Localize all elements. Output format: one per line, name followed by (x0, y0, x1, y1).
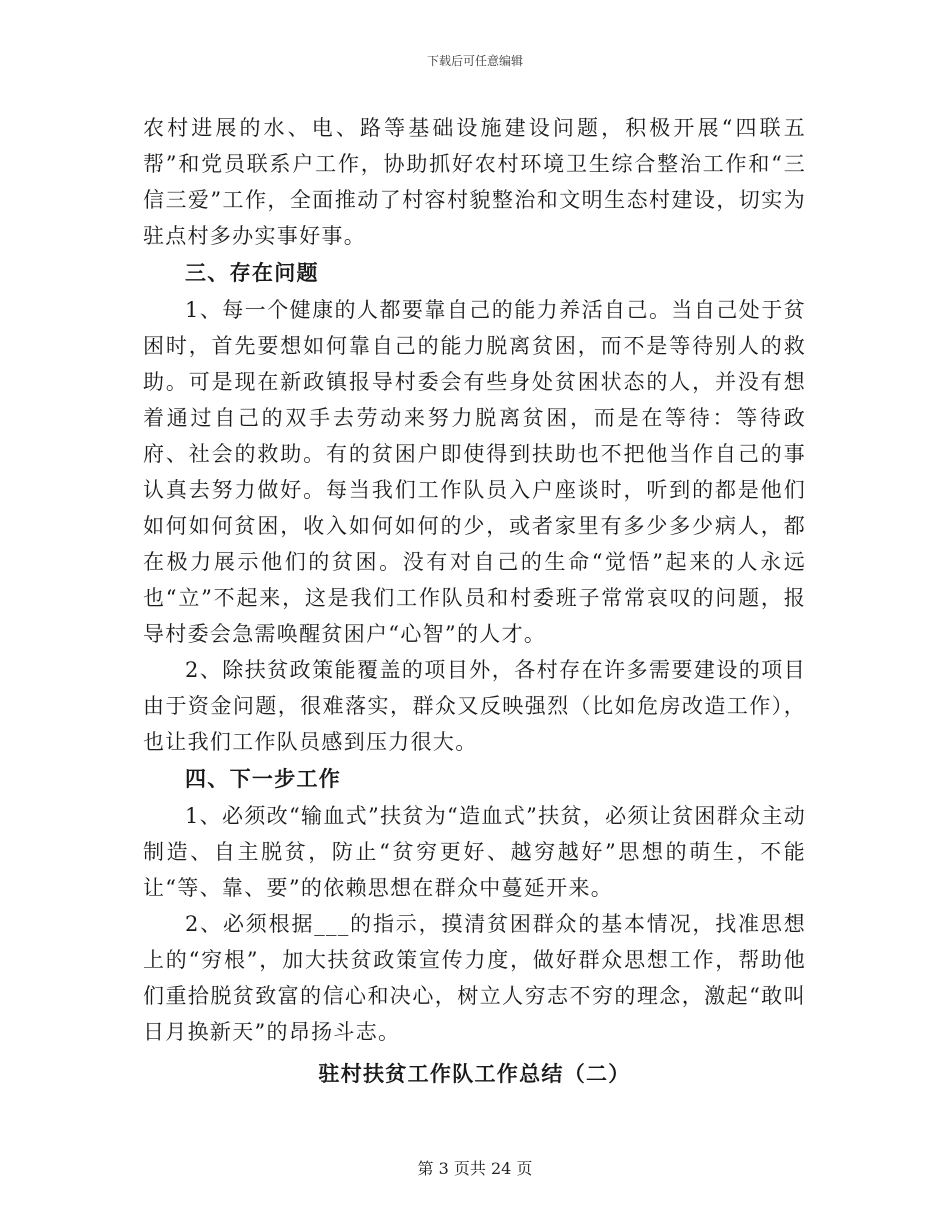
document-body (143, 110, 806, 1094)
paragraph-continuation: 农村进展的水、电、路等基础设施建设问题，积极开展“四联五帮”和党员联系户工作，协助抓好农村环境卫生综合整治工作和“三信三爱”工作，全面推动了村容村貌整治和文明生态村建设，切实为驻点村多办实事好事。 (143, 116, 806, 248)
section-heading-next-steps: 四、下一步工作 (185, 766, 342, 791)
paragraph-problem-2: 2、除扶贫政策能覆盖的项目外，各村存在许多需要建设的项目由于资金问题，很难落实，群众又反映强烈（比如危房改造工作），也让我们工作队员感到压力很大。 (143, 658, 806, 754)
section-heading-problems: 三、存在问题 (185, 260, 319, 285)
paragraph-problem-1: 1、每一个健康的人都要靠自己的能力养活自己。当自己处于贫困时，首先要想如何靠自己的能力脱离贫困，而不是等待别人的救助。可是现在新政镇报导村委会有些身处贫困状态的人，并没有想着通过自己的双手去劳动来努力脱离贫困，而是在等待：等待政府、社会的救助。有的贫困户即使得到扶助也不把他当作自己的事认真去努力做好。每当我们工作队员入户座谈时，听到的都是他们如何如何贫困，收入如何如何的少，或者家里有多少多少病人，都在极力展示他们的贫困。没有对自己的生命“觉悟”起来的人永远也“立”不起来，这是我们工作队员和村委班子常常哀叹的问题，报导村委会急需唤醒贫困户“心智”的人才。 (143, 298, 806, 646)
paragraph-next-step-2: 2、必须根据___的指示，摸清贫困群众的基本情况，找准思想上的“穷根”，加大扶贫政策宣传力度，做好群众思想工作，帮助他们重拾脱贫致富的信心和决心，树立人穷志不穷的理念，激起“敢叫日月换新天”的昂扬斗志。 (143, 912, 806, 1044)
page-header: 下载后可任意编辑 (426, 54, 523, 68)
next-document-title: 驻村扶贫工作队工作总结（二） (318, 1061, 631, 1086)
paragraph-next-step-1: 1、必须改“输血式”扶贫为“造血式”扶贫，必须让贫困群众主动制造、自主脱贫，防止“贫穷更好、越穷越好”思想的萌生，不能让“等、靠、要”的依赖思想在群众中蔓延开来。 (143, 804, 806, 900)
page-number: 第 3 页共 24 页 (417, 1159, 533, 1178)
